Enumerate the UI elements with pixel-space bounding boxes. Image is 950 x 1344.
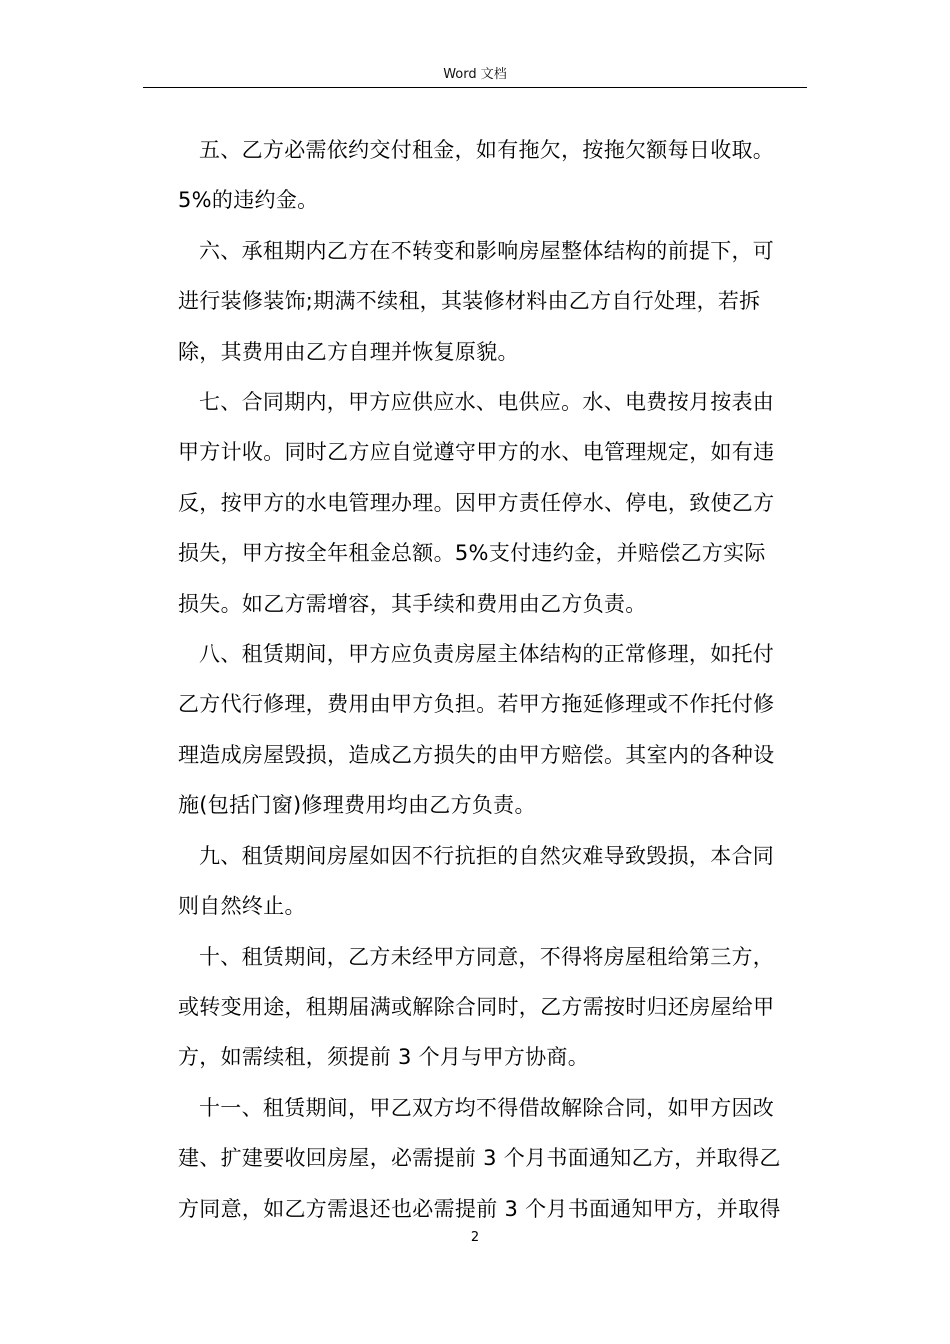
paragraph-line: 七、合同期内，甲方应供应水、电供应。水、电费按月按表由 — [199, 390, 775, 415]
paragraph-line: 八、租赁期间，甲方应负责房屋主体结构的正常修理，如托付 — [199, 642, 775, 667]
paragraph-line: 理造成房屋毁损，造成乙方损失的由甲方赔偿。其室内的各种设 — [178, 742, 775, 767]
paragraph-line: 方同意，如乙方需退还也必需提前 3 个月书面通知甲方，并取得 — [178, 1196, 781, 1221]
paragraph-line: 或转变用途，租期届满或解除合同时，乙方需按时归还房屋给甲 — [178, 994, 775, 1019]
paragraph-line: 则自然终止。 — [178, 894, 306, 919]
paragraph-line: 方，如需续租，须提前 3 个月与甲方协商。 — [178, 1045, 590, 1070]
paragraph-line: 十、租赁期间，乙方未经甲方同意，不得将房屋租给第三方， — [199, 944, 775, 969]
paragraph-line: 乙方代行修理，费用由甲方负担。若甲方拖延修理或不作托付修 — [178, 692, 775, 717]
paragraph-line: 五、乙方必需依约交付租金，如有拖欠，按拖欠额每日收取。 — [199, 138, 775, 162]
paragraph-line: 甲方计收。同时乙方应自觉遵守甲方的水、电管理规定，如有违 — [178, 440, 775, 465]
paragraph-line: 六、承租期内乙方在不转变和影响房屋整体结构的前提下，可 — [199, 238, 775, 263]
paragraph-line: 进行装修装饰;期满不续租，其装修材料由乙方自行处理，若拆 — [178, 289, 761, 314]
paragraph — [178, 831, 804, 932]
paragraph-line: 反，按甲方的水电管理办理。因甲方责任停水、停电，致使乙方 — [178, 490, 775, 515]
paragraph-line: 十一、租赁期间，甲乙双方均不得借故解除合同，如甲方因改 — [199, 1095, 775, 1120]
paragraph-line: 九、租赁期间房屋如因不行抗拒的自然灾难导致毁损，本合同 — [199, 843, 775, 868]
paragraph — [178, 377, 804, 629]
paragraph-line: 施(包括门窗)修理费用均由乙方负责。 — [178, 793, 536, 818]
paragraph — [178, 629, 804, 831]
document-body — [178, 125, 804, 1234]
paragraph-line: 损失。如乙方需增容，其手续和费用由乙方负责。 — [178, 591, 647, 616]
paragraph — [178, 932, 804, 1083]
paragraph-line: 建、扩建要收回房屋，必需提前 3 个月书面通知乙方，并取得乙 — [178, 1146, 781, 1171]
paragraph-line: 5%的违约金。 — [178, 188, 319, 213]
paragraph — [178, 125, 804, 226]
page-number: 2 — [470, 1230, 480, 1245]
paragraph-line: 除，其费用由乙方自理并恢复原貌。 — [178, 339, 519, 364]
paragraph — [178, 1083, 804, 1234]
paragraph-line: 损失，甲方按全年租金总额。5%支付违约金，并赔偿乙方实际 — [178, 541, 766, 566]
page-header: Word 文档 — [443, 67, 507, 82]
header-divider — [143, 87, 807, 88]
paragraph — [178, 226, 804, 377]
